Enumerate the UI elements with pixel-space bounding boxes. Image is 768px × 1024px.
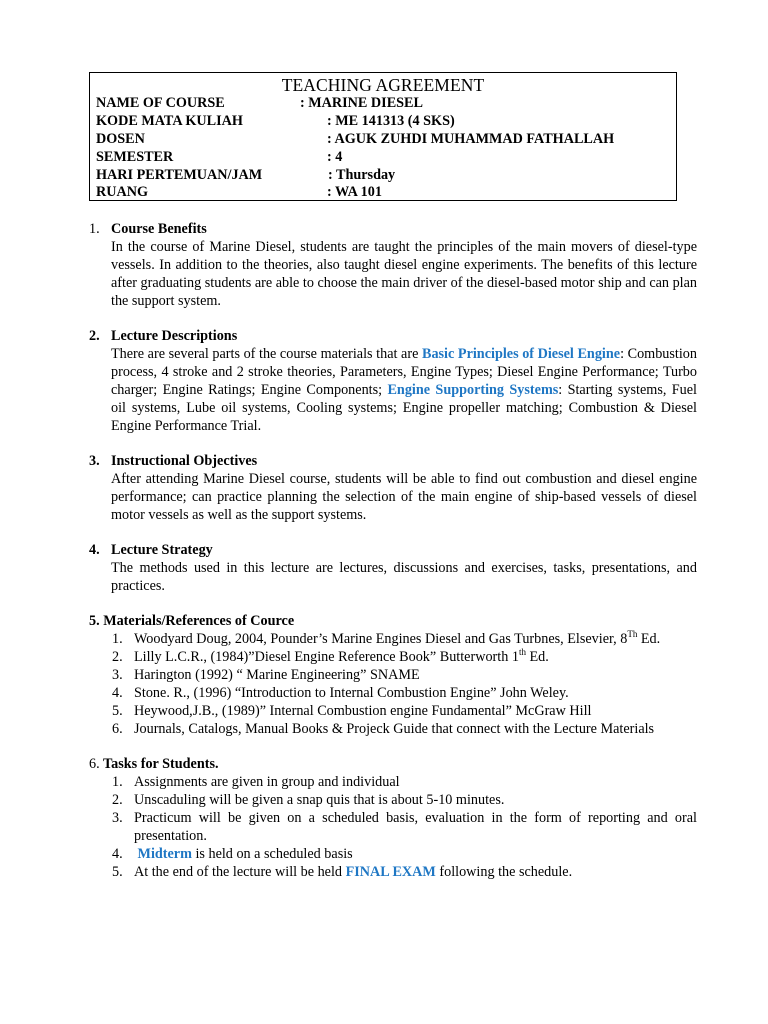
course-name-value: : MARINE DIESEL [300,95,423,111]
list-item [89,809,697,845]
list-item [89,666,697,684]
meeting-day-label: HARI PERTEMUAN/JAM [96,167,263,183]
reference-text: Heywood,J.B., (1989)” Internal Combustion engine Fundamental” McGraw Hill [134,703,592,719]
lecturer-label: DOSEN [96,131,145,147]
item-number: 2. [112,649,123,665]
section-tasks [89,755,697,881]
section-title: Lecture Descriptions [111,328,238,344]
highlight-basic-principles: Basic Principles of Diesel Engine [421,346,621,362]
superscript: Th [627,629,638,639]
highlight-engine-supporting: Engine Supporting Systems [387,382,559,398]
section-title: Lecture Strategy [111,542,213,558]
section-number: 2. [89,328,100,344]
list-item [89,702,697,720]
item-number: 5. [112,703,123,719]
section-instructional-objectives [89,452,697,524]
item-number: 4. [112,846,123,862]
section-title: 5. Materials/References of Cource [89,613,295,629]
section-body [111,345,697,435]
list-item [89,845,697,863]
room-label: RUANG [96,184,149,200]
section-lecture-strategy [89,541,697,595]
reference-text: Woodyard Doug, 2004, Pounder’s Marine Engines Diesel and Gas Turbnes, Elsevier, 8 [134,631,628,647]
section-number: 3. [89,453,100,469]
reference-text: Ed. [525,649,549,665]
list-item [89,630,697,648]
section-references [89,612,697,738]
reference-text: Harington (1992) “ Marine Engineering” SNAME [134,667,420,683]
course-code-value: : ME 141313 (4 SKS) [327,113,455,129]
body-text: : Combustion process, 4 stroke and 2 stroke theories, Parameters, Engine Types; Diesel Engine Performance; Turbo charger; Engine Ratings; Engine Components; [111,346,697,398]
section-title: Instructional Objectives [111,453,258,469]
semester-label: SEMESTER [96,149,174,165]
section-title: Course Benefits [111,221,207,237]
section-number: 1. [89,221,100,237]
list-item [89,684,697,702]
highlight-final-exam: FINAL EXAM [345,864,436,880]
course-name-label: NAME OF COURSE [96,95,225,111]
section-course-benefits [89,220,697,310]
semester-value: : 4 [327,149,343,165]
task-text: At the end of the lecture will be held [134,864,346,880]
reference-text: Lilly L.C.R., (1984)”Diesel Engine Reference Book” Butterworth 1 [134,649,519,665]
body-text: : Starting systems, Fuel oil systems, Lube oil systems, Cooling systems; Engine propeller matching; Combustion & Diesel Engine Performance Trial. [111,382,697,434]
item-number: 5. [112,864,123,880]
section-lecture-descriptions [89,327,697,435]
task-list [89,773,697,881]
reference-list [89,630,697,738]
section-number: 6. [89,756,100,772]
course-code-label: KODE MATA KULIAH [96,113,243,129]
highlight-midterm: Midterm [137,846,192,862]
section-body: After attending Marine Diesel course, students will be able to find out combustion and diesel engine performance; can practice planning the selection of the main engine of ship-based vessels of diesel motor vessels as well as the support systems. [111,471,697,523]
list-item [89,773,697,791]
section-body: In the course of Marine Diesel, students are taught the principles of the main movers of diesel-type vessels. In addition to the theories, also taught diesel engine experiments. The benefits of this lecture after graduating students are able to choose the main driver of the diesel-based motor ship and can plan the support system. [111,239,697,309]
list-item [89,863,697,881]
item-number: 1. [112,631,123,647]
item-number: 2. [112,792,123,808]
lecturer-value: : AGUK ZUHDI MUHAMMAD FATHALLAH [327,131,615,147]
list-item [89,791,697,809]
section-body: The methods used in this lecture are lectures, discussions and exercises, tasks, presentations, and practices. [111,560,697,594]
room-value: : WA 101 [327,184,382,200]
item-number: 1. [112,774,123,790]
item-number: 6. [112,721,123,737]
agreement-header-box [89,72,677,201]
superscript: th [518,647,526,657]
reference-text: Stone. R., (1996) “Introduction to Internal Combustion Engine” John Weley. [134,685,569,701]
list-item [89,720,697,738]
item-number: 3. [112,810,123,826]
list-item [89,648,697,666]
task-text: Practicum will be given on a scheduled basis, evaluation in the form of reporting and oral presentation. [134,810,697,844]
body-text: There are several parts of the course materials that are [111,346,422,362]
item-number: 3. [112,667,123,683]
agreement-title: TEACHING AGREEMENT [281,75,485,95]
task-text: Unscaduling will be given a snap quis that is about 5-10 minutes. [134,792,505,808]
meeting-day-value: : Thursday [328,167,396,183]
reference-text: Ed. [637,631,661,647]
section-number: 4. [89,542,100,558]
task-text: is held on a scheduled basis [191,846,353,862]
item-number: 4. [112,685,123,701]
section-title: Tasks for Students. [103,756,219,772]
task-text: Assignments are given in group and individual [134,774,400,790]
reference-text: Journals, Catalogs, Manual Books & Projeck Guide that connect with the Lecture Materials [134,721,655,737]
task-text: following the schedule. [435,864,573,880]
